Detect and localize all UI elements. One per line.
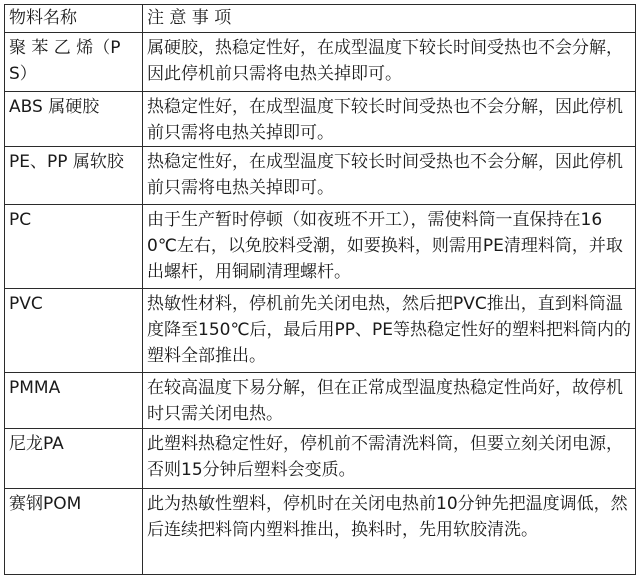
table-row <box>5 205 636 289</box>
material-name-cell: 赛钢POM <box>5 489 143 575</box>
note-cell: 热敏性材料，停机前先关闭电热，然后把PVC推出，直到料筒温度降至150℃后，最后用PP、PE等热稳定性好的塑料把料筒内的塑料全部推出。 <box>143 289 636 373</box>
table-row <box>5 92 636 147</box>
note-cell: 热稳定性好，在成型温度下较长时间受热也不会分解，因此停机前只需将电热关掉即可。 <box>143 147 636 205</box>
material-name-cell: PC <box>5 205 143 289</box>
header-notes: 注 意 事 项 <box>143 5 636 33</box>
note-cell: 在较高温度下易分解，但在正常成型温度热稳定性尚好，故停机时只需关闭电热。 <box>143 373 636 429</box>
note-cell: 此为热敏性塑料，停机时在关闭电热前10分钟先把温度调低，然后连续把料筒内塑料推出，换料时，先用软胶清洗。 <box>143 489 636 575</box>
material-name-cell: PVC <box>5 289 143 373</box>
material-name-cell: PMMA <box>5 373 143 429</box>
note-cell: 属硬胶，热稳定性好，在成型温度下较长时间受热也不会分解，因此停机前只需将电热关掉即可。 <box>143 33 636 92</box>
material-notes-table <box>4 4 636 575</box>
table-header-row <box>5 5 636 33</box>
material-name-cell: 聚 苯 乙 烯（PS） <box>5 33 143 92</box>
table-row <box>5 373 636 429</box>
table-row <box>5 429 636 489</box>
table-row <box>5 489 636 575</box>
table-row <box>5 289 636 373</box>
material-name-cell: PE、PP 属软胶 <box>5 147 143 205</box>
material-name-cell: ABS 属硬胶 <box>5 92 143 147</box>
table-row <box>5 147 636 205</box>
material-name-cell: 尼龙PA <box>5 429 143 489</box>
header-material-name: 物料名称 <box>5 5 143 33</box>
table-row <box>5 33 636 92</box>
note-cell: 热稳定性好，在成型温度下较长时间受热也不会分解，因此停机前只需将电热关掉即可。 <box>143 92 636 147</box>
note-cell: 此塑料热稳定性好，停机前不需清洗料筒，但要立刻关闭电源，否则15分钟后塑料会变质。 <box>143 429 636 489</box>
note-cell: 由于生产暂时停顿（如夜班不开工），需使料筒一直保持在160℃左右，以免胶料受潮，如要换料，则需用PE清理料筒，并取出螺杆，用铜刷清理螺杆。 <box>143 205 636 289</box>
